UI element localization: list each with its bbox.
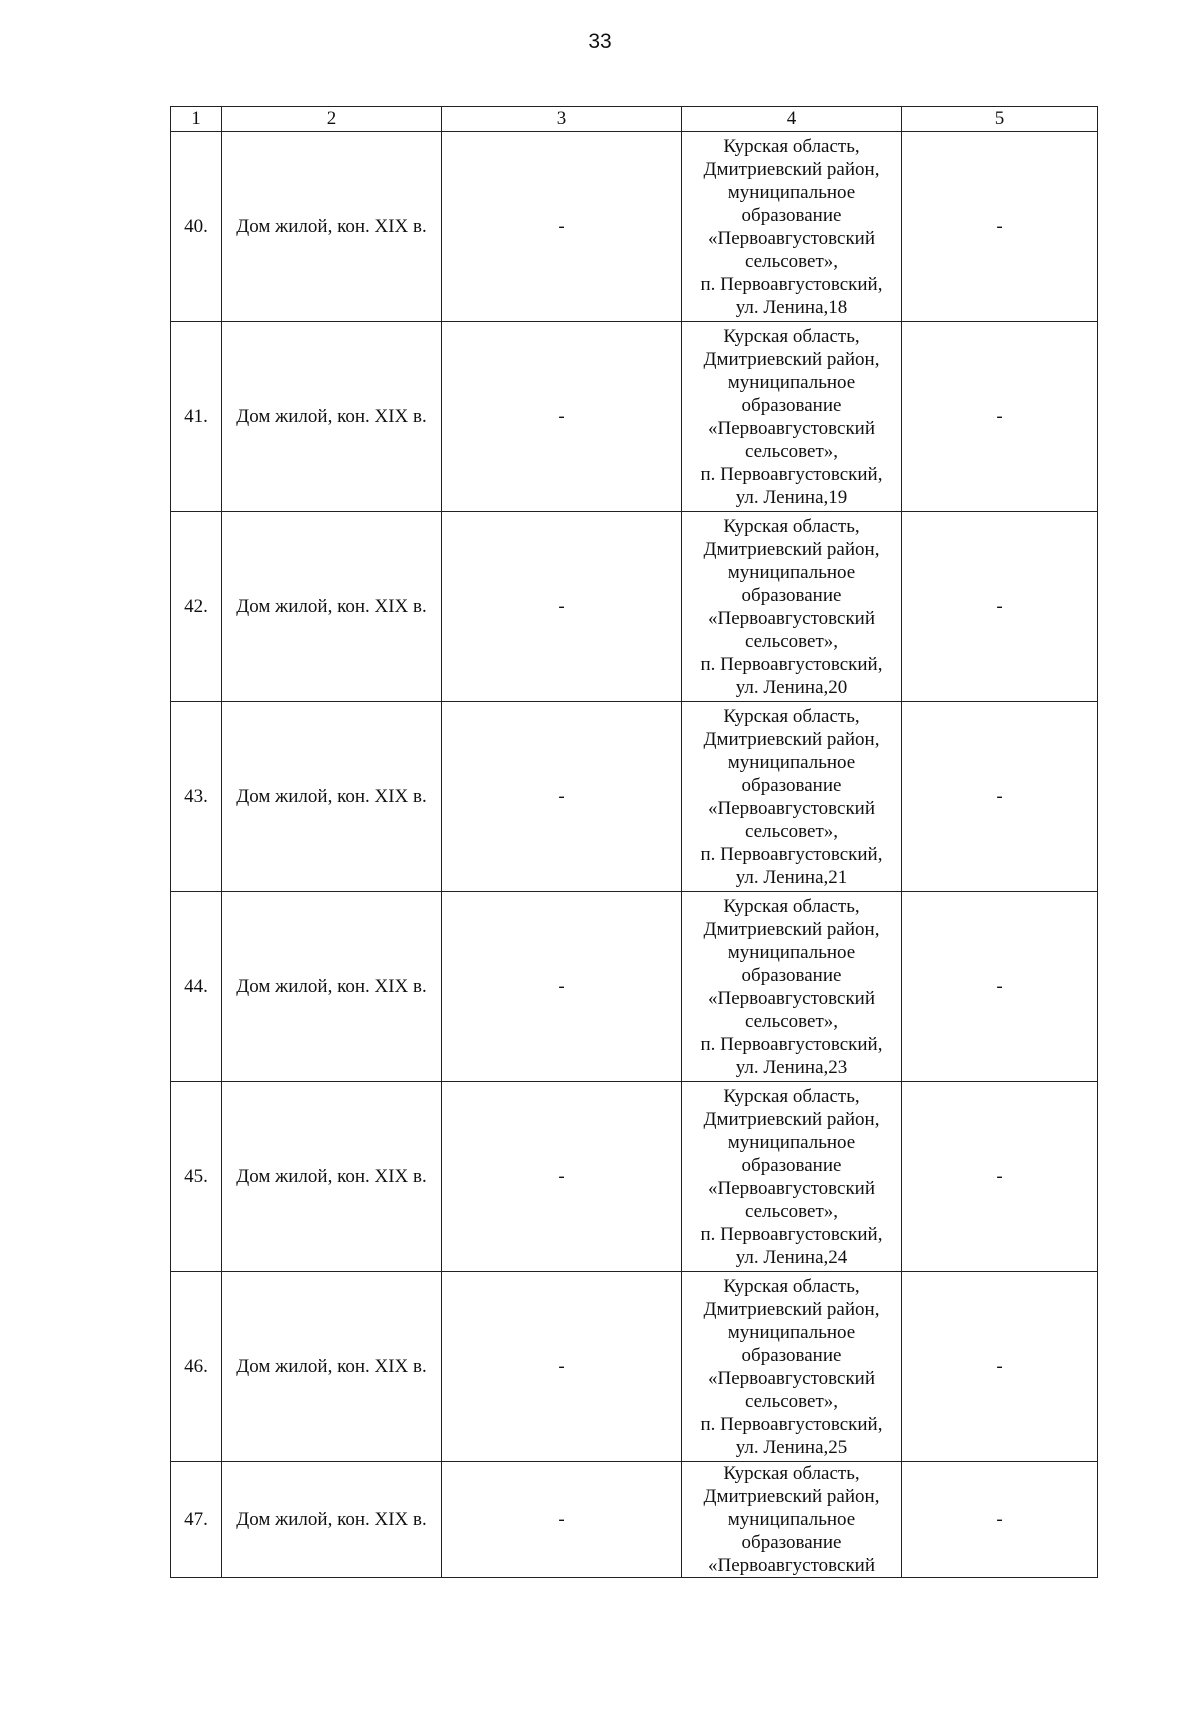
address-line: Дмитриевский район,: [703, 1108, 880, 1130]
col3-value: -: [442, 892, 682, 1082]
address-line: Дмитриевский район,: [703, 348, 880, 370]
object-address: [682, 132, 902, 322]
col3-value: -: [442, 322, 682, 512]
col5-value: -: [902, 892, 1098, 1082]
address-line: ул. Ленина,20: [735, 676, 848, 698]
col3-value: -: [442, 702, 682, 892]
row-number: 46.: [171, 1272, 222, 1462]
row-number: 40.: [171, 132, 222, 322]
address-line: «Первоавгустовский: [707, 227, 876, 249]
address-line: образование: [741, 774, 842, 796]
address-line: ул. Ленина,24: [735, 1246, 848, 1268]
col5-value: -: [902, 702, 1098, 892]
address-line: сельсовет»,: [744, 1010, 839, 1032]
address-line: Курская область,: [723, 325, 860, 347]
address-line: Курская область,: [723, 895, 860, 917]
col3-value: -: [442, 512, 682, 702]
table-row: [171, 132, 1098, 322]
address-line: образование: [741, 204, 842, 226]
heritage-registry-table: [170, 106, 1098, 1578]
address-line: образование: [741, 964, 842, 986]
object-address: [682, 1272, 902, 1462]
col5-value: -: [902, 132, 1098, 322]
object-name: Дом жилой, кон. XIX в.: [222, 322, 442, 512]
address-line: сельсовет»,: [744, 1390, 839, 1412]
table-body: [171, 132, 1098, 1578]
address-line: образование: [741, 1344, 842, 1366]
address-line: Дмитриевский район,: [703, 158, 880, 180]
address-line: Дмитриевский район,: [703, 1486, 880, 1507]
address-line: ул. Ленина,19: [735, 486, 848, 508]
col5-value: -: [902, 322, 1098, 512]
address-line: образование: [741, 1154, 842, 1176]
header-row: [171, 107, 1098, 132]
col5-value: -: [902, 1272, 1098, 1462]
column-header-2: 2: [222, 107, 442, 132]
address-line: сельсовет»,: [744, 820, 839, 842]
col5-value: -: [902, 512, 1098, 702]
address-line: Курская область,: [723, 1463, 860, 1484]
address-line: «Первоавгустовский: [707, 797, 876, 819]
address-line: муниципальное: [727, 371, 856, 393]
column-header-3: 3: [442, 107, 682, 132]
address-line: «Первоавгустовский: [707, 987, 876, 1009]
column-header-5: 5: [902, 107, 1098, 132]
address-line: муниципальное: [727, 941, 856, 963]
row-number: 43.: [171, 702, 222, 892]
address-line: «Первоавгустовский: [707, 417, 876, 439]
object-name: Дом жилой, кон. XIX в.: [222, 702, 442, 892]
address-line: «Первоавгустовский: [707, 1177, 876, 1199]
address-line: Дмитриевский район,: [703, 1298, 880, 1320]
col5-value: -: [902, 1462, 1098, 1578]
address-line: Курская область,: [723, 705, 860, 727]
address-line: ул. Ленина,23: [735, 1056, 848, 1078]
table-row: [171, 322, 1098, 512]
object-address: [682, 702, 902, 892]
object-address: [682, 322, 902, 512]
row-number: 45.: [171, 1082, 222, 1272]
table-row: [171, 1462, 1098, 1578]
object-name: Дом жилой, кон. XIX в.: [222, 132, 442, 322]
address-line: сельсовет»,: [744, 440, 839, 462]
address-line: сельсовет»,: [744, 250, 839, 272]
col3-value: -: [442, 1082, 682, 1272]
address-line: муниципальное: [727, 751, 856, 773]
col3-value: -: [442, 1462, 682, 1578]
object-address: [682, 892, 902, 1082]
address-line: «Первоавгустовский: [707, 607, 876, 629]
table-row: [171, 702, 1098, 892]
address-line: Курская область,: [723, 135, 860, 157]
address-line: Дмитриевский район,: [703, 538, 880, 560]
address-line: муниципальное: [727, 1131, 856, 1153]
address-line: п. Первоавгустовский,: [700, 1413, 883, 1435]
address-line: Дмитриевский район,: [703, 918, 880, 940]
table-row: [171, 892, 1098, 1082]
col3-value: -: [442, 1272, 682, 1462]
address-line: Дмитриевский район,: [703, 728, 880, 750]
table-row: [171, 1082, 1098, 1272]
object-address: [682, 1462, 902, 1578]
col3-value: -: [442, 132, 682, 322]
address-line: п. Первоавгустовский,: [700, 1033, 883, 1055]
row-number: 44.: [171, 892, 222, 1082]
column-header-4: 4: [682, 107, 902, 132]
address-line: п. Первоавгустовский,: [700, 653, 883, 675]
address-line: п. Первоавгустовский,: [700, 843, 883, 865]
address-line: Курская область,: [723, 1275, 860, 1297]
table-row: [171, 1272, 1098, 1462]
address-line: п. Первоавгустовский,: [700, 463, 883, 485]
address-line: муниципальное: [727, 561, 856, 583]
object-address: [682, 1082, 902, 1272]
col5-value: -: [902, 1082, 1098, 1272]
address-line: образование: [741, 394, 842, 416]
address-line: сельсовет»,: [744, 630, 839, 652]
object-name: Дом жилой, кон. XIX в.: [222, 892, 442, 1082]
address-line: муниципальное: [727, 1509, 856, 1530]
address-line: муниципальное: [727, 181, 856, 203]
object-name: Дом жилой, кон. XIX в.: [222, 512, 442, 702]
row-number: 42.: [171, 512, 222, 702]
object-address: [682, 512, 902, 702]
page-number: 33: [588, 30, 612, 53]
address-line: «Первоавгустовский: [707, 1555, 876, 1576]
address-line: муниципальное: [727, 1321, 856, 1343]
address-line: ул. Ленина,25: [735, 1436, 848, 1458]
address-line: п. Первоавгустовский,: [700, 1223, 883, 1245]
object-name: Дом жилой, кон. XIX в.: [222, 1272, 442, 1462]
row-number: 41.: [171, 322, 222, 512]
address-line: ул. Ленина,18: [735, 296, 848, 318]
address-line: образование: [741, 584, 842, 606]
column-header-1: 1: [171, 107, 222, 132]
address-line: п. Первоавгустовский,: [700, 273, 883, 295]
address-line: ул. Ленина,21: [735, 866, 848, 888]
address-line: «Первоавгустовский: [707, 1367, 876, 1389]
address-line: образование: [741, 1532, 842, 1553]
address-line: сельсовет»,: [744, 1200, 839, 1222]
address-line: Курская область,: [723, 1085, 860, 1107]
row-number: 47.: [171, 1462, 222, 1578]
object-name: Дом жилой, кон. XIX в.: [222, 1082, 442, 1272]
object-name: Дом жилой, кон. XIX в.: [222, 1462, 442, 1578]
address-line: Курская область,: [723, 515, 860, 537]
table-row: [171, 512, 1098, 702]
